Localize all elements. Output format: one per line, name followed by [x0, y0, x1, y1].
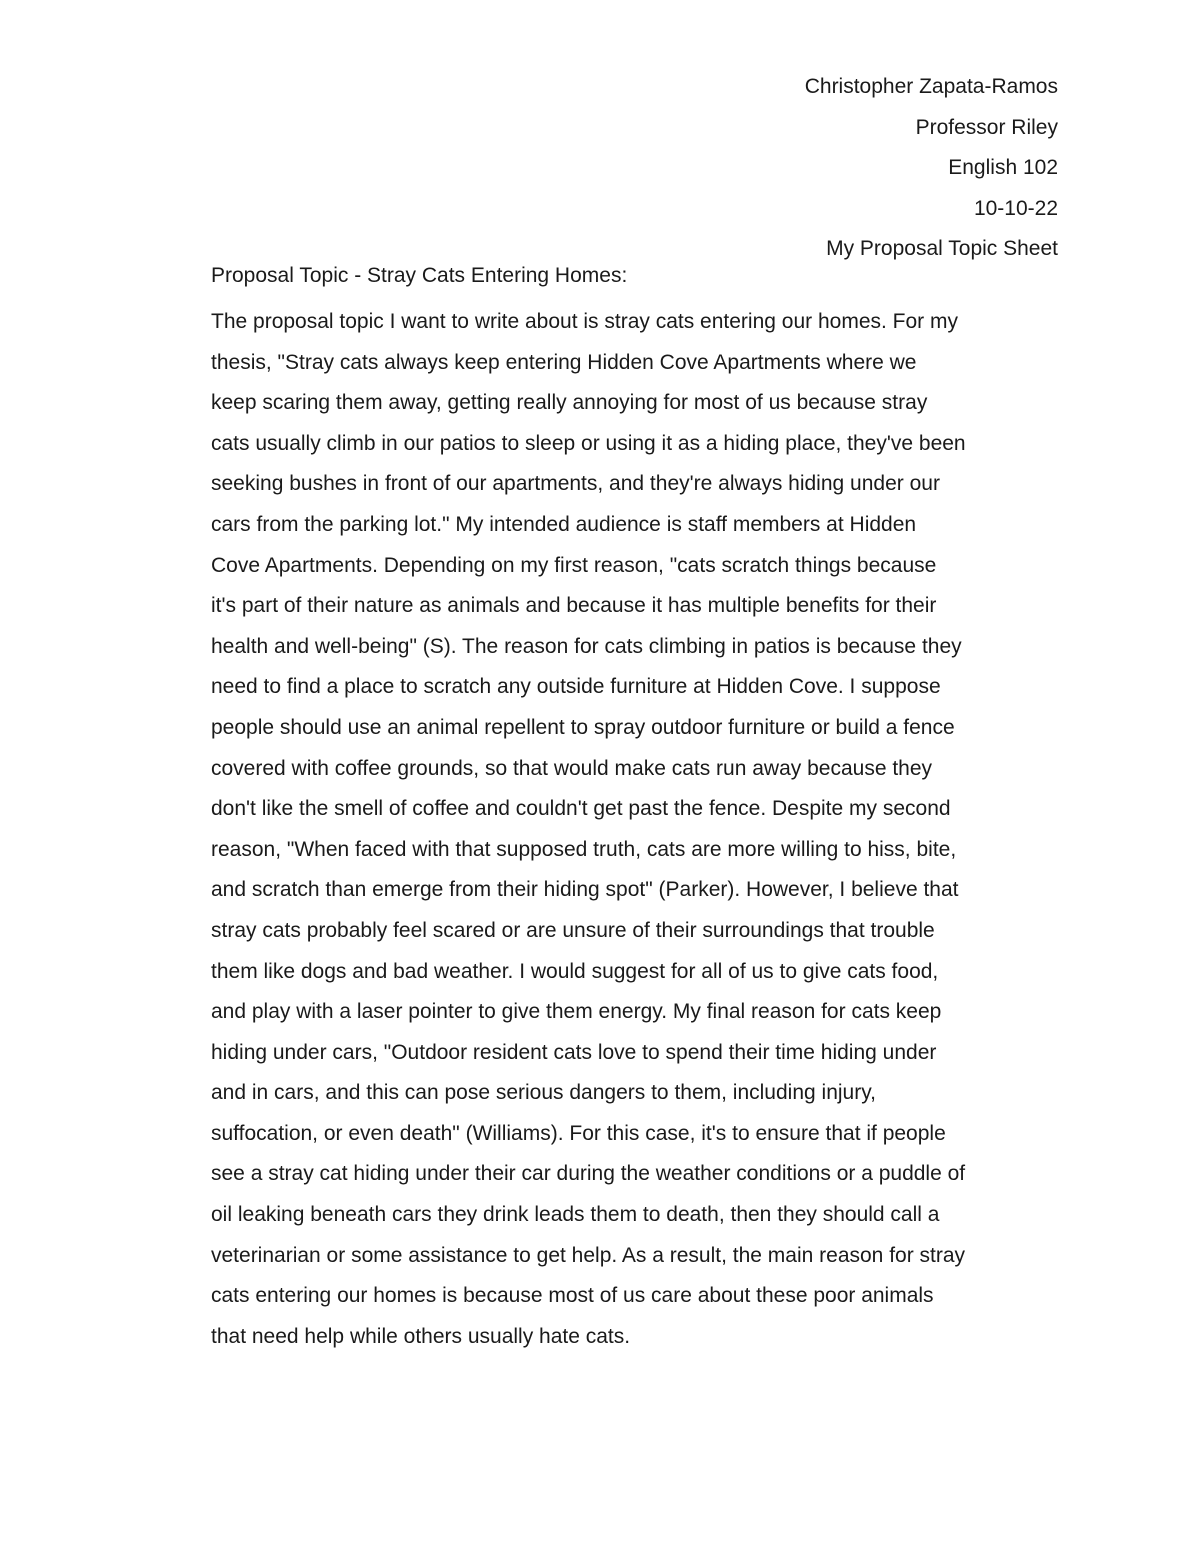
paragraph-line: hiding under cars, "Outdoor resident cats love to spend their time hiding under: [211, 1040, 937, 1064]
document-header: [558, 67, 1058, 270]
paragraph-line: and play with a laser pointer to give them energy. My final reason for cats keep: [211, 1000, 942, 1024]
document-title: My Proposal Topic Sheet: [826, 237, 1058, 261]
author-name: Christopher Zapata-Ramos: [804, 75, 1058, 98]
paragraph-line: reason, "When faced with that supposed truth, cats are more willing to hiss, bite,: [211, 837, 957, 861]
paragraph-line: thesis, "Stray cats always keep entering Hidden Cove Apartments where we: [211, 350, 917, 374]
paragraph-line: covered with coffee grounds, so that would make cats run away because they: [211, 756, 933, 780]
body-paragraph: [211, 302, 1071, 1357]
paragraph-line: and in cars, and this can pose serious dangers to them, including injury,: [211, 1081, 876, 1105]
paragraph-line: need to find a place to scratch any outside furniture at Hidden Cove. I suppose: [211, 675, 941, 699]
paragraph-line: and scratch than emerge from their hiding spot" (Parker). However, I believe that: [211, 878, 959, 902]
paragraph-line: Cove Apartments. Depending on my first reason, "cats scratch things because: [211, 553, 937, 577]
paragraph-line: that need help while others usually hate cats.: [211, 1324, 631, 1348]
paragraph-line: health and well-being" (S). The reason for cats climbing in patios is because they: [211, 634, 962, 658]
paragraph-line: keep scaring them away, getting really annoying for most of us because stray: [211, 391, 928, 415]
paragraph-line: it's part of their nature as animals and because it has multiple benefits for their: [211, 594, 937, 618]
paragraph-line: veterinarian or some assistance to get help. As a result, the main reason for stray: [211, 1243, 966, 1267]
paragraph-line: oil leaking beneath cars they drink leads them to death, then they should call a: [211, 1203, 940, 1227]
paragraph-line: them like dogs and bad weather. I would suggest for all of us to give cats food,: [211, 959, 939, 983]
paragraph-line: people should use an animal repellent to spray outdoor furniture or build a fence: [211, 715, 955, 739]
professor-name: Professor Riley: [915, 115, 1058, 139]
paragraph-line: stray cats probably feel scared or are unsure of their surroundings that trouble: [211, 918, 935, 942]
paragraph-line: The proposal topic I want to write about is stray cats entering our homes. For my: [211, 310, 958, 333]
paragraph-line: cats usually climb in our patios to sleep or using it as a hiding place, they've been: [211, 431, 966, 455]
paragraph-line: cats entering our homes is because most of us care about these poor animals: [211, 1284, 934, 1308]
paragraph-line: seeking bushes in front of our apartments, and they're always hiding under our: [211, 472, 940, 496]
document-date: 10-10-22: [973, 196, 1058, 220]
paragraph-line: suffocation, or even death" (Williams). For this case, it's to ensure that if people: [211, 1121, 946, 1145]
paragraph-line: don't like the smell of coffee and couldn't get past the fence. Despite my second: [211, 797, 951, 821]
paragraph-line: see a stray cat hiding under their car during the weather conditions or a puddle of: [211, 1162, 966, 1186]
paragraph-line: cars from the parking lot." My intended audience is staff members at Hidden: [211, 512, 917, 536]
proposal-topic-heading: Proposal Topic - Stray Cats Entering Homes:: [211, 264, 628, 287]
course-name: English 102: [948, 156, 1058, 180]
